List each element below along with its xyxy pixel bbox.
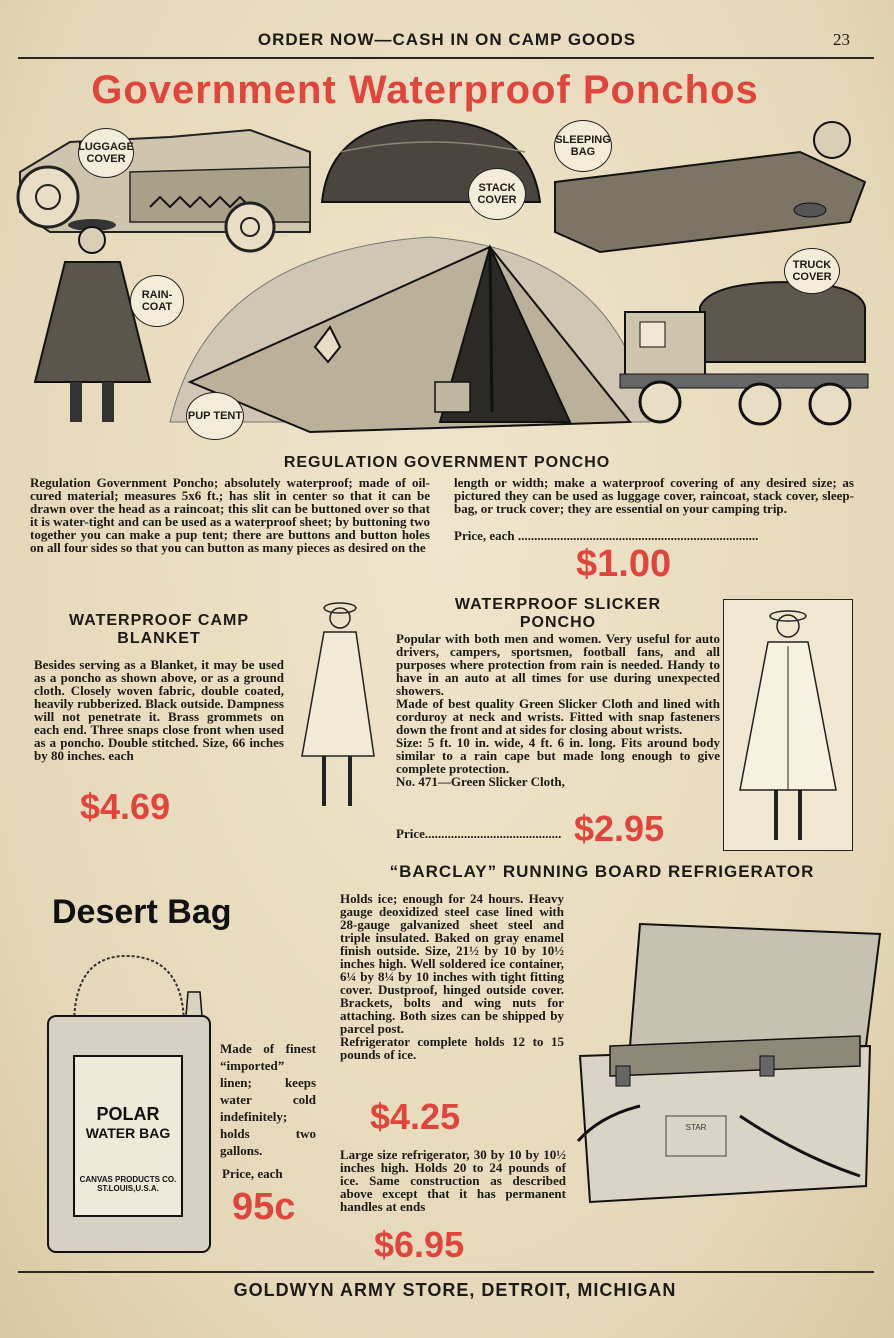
slicker-text-2: Made of best quality Green Slicker Cloth and lined with corduroy at neck and wrists. Fitted with snap fasteners down the front and at sides for closing about wrists. (396, 696, 720, 737)
slicker-heading-line2: PONCHO (519, 614, 597, 631)
raincoat-man-illustration (35, 219, 150, 422)
blanket-heading (34, 612, 284, 648)
refrigerator-text-2: Refrigerator complete holds 12 to 15 pounds of ice. (340, 1034, 564, 1062)
slicker-poncho-figure (724, 600, 852, 850)
refrigerator-text-1: Holds ice; enough for 24 hours. Heavy gauge deoxidized steel case lined with 28-gauge galvanized sheet steel and triple insulated. Baked on gray enamel finish outside. Size, 21½ by 10 by 10½ inches high. Well soldered ice container, 6¼ by 8¼ by 10 inches with tight fitting cover. Dustproof, hinged outside cover. Brackets, bolts and wing nuts for attaching. Both sizes can be shipped by parcel post. (340, 891, 564, 1036)
blanket-poncho-figure (294, 596, 378, 820)
slicker-figure-frame (723, 599, 853, 851)
desert-bag-heading: Desert Bag (52, 893, 232, 931)
slicker-description (396, 632, 720, 788)
desert-bag-label (76, 1064, 180, 1193)
refrigerator-price-large: $6.95 (374, 1224, 465, 1265)
regulation-price-label: Price, each .......................................................................... (454, 528, 759, 543)
tag-stack-cover: STACK COVER (468, 168, 526, 220)
tag-pup-tent: PUP TENT (186, 392, 244, 440)
tag-raincoat: RAIN-COAT (130, 275, 184, 327)
refrigerator-plate-label: STAR (685, 1123, 707, 1132)
desert-bag-price-label: Price, each (222, 1166, 283, 1181)
refrigerator-heading: “BARCLAY” RUNNING BOARD REFRIGERATOR (389, 862, 815, 881)
slicker-heading-line1: WATERPROOF SLICKER (454, 596, 662, 613)
regulation-text-left: Regulation Government Poncho; absolutely waterproof; made of oil-cured material; measures 5x6 ft.; has slit in center so that it can be drawn over the head as a raincoat; this slit can be buttoned over so that it is water-tight and can be used as a waterproof sheet; by buttoning two together you can make a pup tent; there are buttons and button holes on all four sides so that you can button as many pieces as desired on the (30, 475, 430, 555)
slicker-price: $2.95 (574, 808, 665, 849)
page-header: ORDER NOW—CASH IN ON CAMP GOODS (257, 30, 637, 49)
slicker-heading (400, 596, 716, 632)
slicker-text-3: Size: 5 ft. 10 in. wide, 4 ft. 6 in. long. Fits around body similar to a rain cape but made long enough to give complete protection. (396, 735, 720, 776)
page-number: 23 (833, 30, 850, 49)
blanket-heading-line2: BLANKET (117, 630, 201, 647)
tag-luggage-cover: LUGGAGE COVER (78, 128, 134, 178)
tag-truck-cover: TRUCK COVER (784, 248, 840, 294)
blanket-text: Besides serving as a Blanket, it may be used as a poncho as shown above, or as a ground cloth. Closely woven fabric, double coated, heavily rubberized. Black outside. Dampness will not penetrate it. Brass grommets on each end. Three snaps close front when used as a poncho. Double stitched. Size, 66 inches by 80 inches. each (34, 657, 284, 763)
desert-bag-price: 95c (232, 1186, 296, 1228)
regulation-price: $1.00 (576, 543, 672, 585)
refrigerator-illustration (570, 916, 886, 1216)
truck-illustration (620, 282, 868, 424)
regulation-heading: REGULATION GOVERNMENT PONCHO (283, 454, 611, 471)
slicker-text-4: No. 471—Green Slicker Cloth, (396, 774, 565, 789)
tag-sleeping-bag: SLEEPING BAG (554, 120, 612, 172)
bag-label-line2: WATER BAG (85, 1125, 171, 1141)
slicker-price-label: Price.......................................... (396, 826, 562, 841)
refrigerator-price-small: $4.25 (370, 1096, 461, 1137)
slicker-text-1: Popular with both men and women. Very useful for auto drivers, campers, sportsmen, football fans, and all purposes where protection from rain is needed. Handy to have in an auto at all times for use during unexpected showers. (396, 631, 720, 698)
bag-label-line1: POLAR (96, 1104, 160, 1124)
car-illustration (18, 130, 310, 251)
regulation-text-right: length or width; make a waterproof covering of any desired size; as pictured they can be used as luggage cover, raincoat, stack cover, sleep-bag, or truck cover; they are essential on your camping trip. (454, 475, 854, 516)
header-rule (18, 57, 874, 59)
desert-bag-text: Made of finest “imported” linen; keeps water cold indefinitely; holds two gallons. (220, 1041, 316, 1158)
bag-label-line3: CANVAS PRODUCTS CO. (79, 1175, 177, 1184)
refrigerator-large-text: Large size refrigerator, 30 by 10 by 10½ inches high. Holds 20 to 24 pounds of ice. Same construction as described above except that it has permanent handles at ends (340, 1147, 566, 1214)
footer-store-name: GOLDWYN ARMY STORE, DETROIT, MICHIGAN (233, 1280, 677, 1300)
blanket-price: $4.69 (80, 786, 171, 827)
refrigerator-description (340, 892, 564, 1061)
blanket-heading-line1: WATERPROOF CAMP (68, 612, 250, 629)
footer-rule (18, 1271, 874, 1273)
page-title: Government Waterproof Ponchos (91, 68, 759, 112)
bag-label-line4: ST.LOUIS,U.S.A. (97, 1184, 159, 1193)
pup-tent-illustration (170, 237, 650, 432)
